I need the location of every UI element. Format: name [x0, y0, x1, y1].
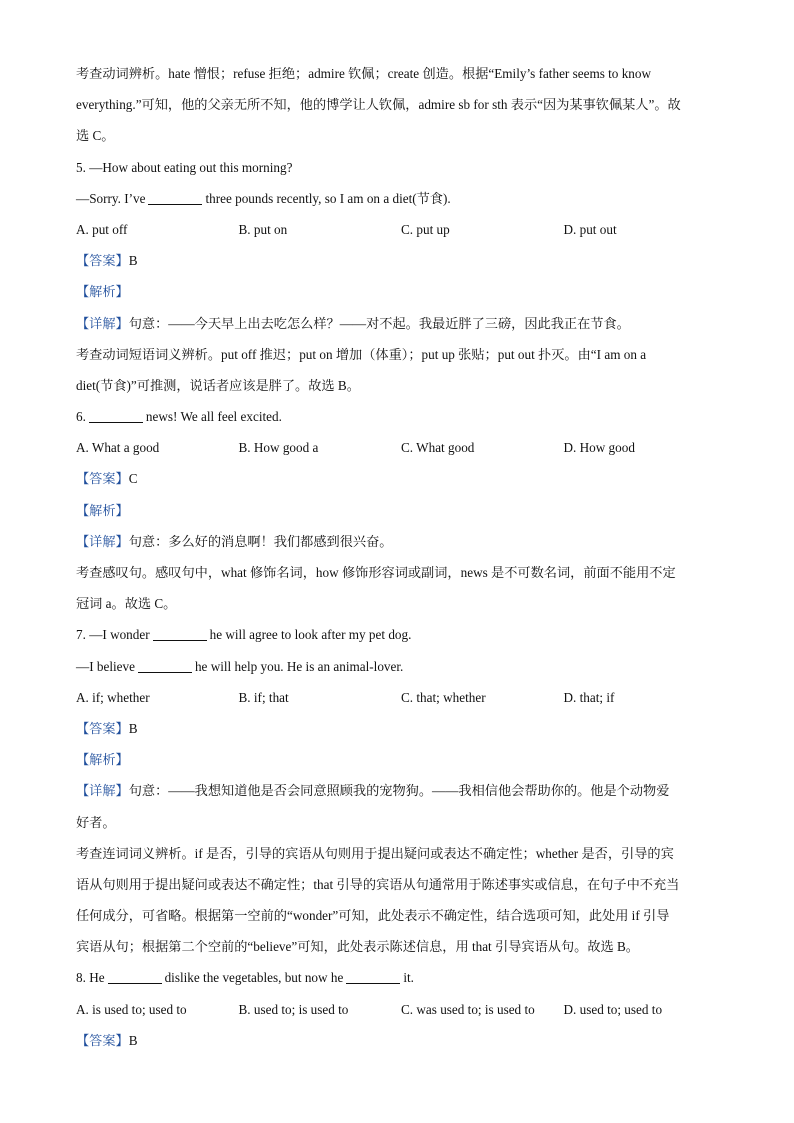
text-span: it. — [403, 970, 414, 986]
section-tag: 【答案】 — [76, 253, 129, 269]
text-span: 好者。 — [76, 814, 116, 830]
text-span: 考查动词短语词义辨析。put off 推迟；put on 增加（体重）；put up 张贴；put out 扑灭。由“I am on a — [76, 346, 647, 362]
option-text: D. How good — [563, 440, 635, 456]
answer-options — [76, 214, 726, 245]
section-tag: 【详解】 — [76, 315, 129, 331]
text-line — [76, 962, 726, 993]
text-span: B — [128, 1032, 138, 1048]
fill-in-blank — [89, 408, 143, 423]
text-span: 宾语从句；根据第二个空前的“believe”可知，此处表示陈述信息，用 that 引导宾语从句。故选 B。 — [76, 939, 639, 955]
option-text: D. used to; used to — [563, 1001, 663, 1017]
text-span: everything.”可知，他的父亲无所不知，他的博学让人钦佩，admire sb for sth 表示“因为某事钦佩某人”。故 — [76, 97, 681, 113]
text-span: diet(节食)”可推测，说话者应该是胖了。故选 B。 — [76, 377, 360, 393]
text-span: dislike the vegetables, but now he — [164, 970, 344, 986]
fill-in-blank — [108, 969, 162, 984]
text-span: 句意：多么好的消息啊！我们都感到很兴奋。 — [128, 533, 393, 549]
text-span: 选 C。 — [76, 128, 115, 144]
option-text: A. if; whether — [76, 689, 150, 705]
text-span: 考查连词词义辨析。if 是否，引导的宾语从句则用于提出疑问或表达不确定性；whether 是否，引导的宾 — [76, 845, 674, 861]
text-span: 7. —I wonder — [76, 627, 150, 643]
text-line — [76, 245, 726, 276]
section-tag: 【详解】 — [76, 783, 129, 799]
section-tag: 【答案】 — [76, 471, 129, 487]
text-line — [76, 775, 726, 806]
option-text: A. put off — [76, 221, 128, 237]
text-line — [76, 495, 726, 526]
text-line — [76, 931, 726, 962]
text-line — [76, 89, 726, 120]
text-line — [76, 58, 726, 89]
section-tag: 【详解】 — [76, 533, 129, 549]
text-line — [76, 807, 726, 838]
text-line — [76, 183, 726, 214]
text-span: news! We all feel excited. — [145, 409, 282, 425]
text-span: 语从句则用于提出疑问或表达不确定性；that 引导的宾语从句通常用于陈述事实或信息，在句子中不充当 — [76, 876, 680, 892]
fill-in-blank — [148, 190, 202, 205]
answer-options — [76, 994, 726, 1025]
text-span: 冠词 a。故选 C。 — [76, 596, 177, 612]
text-line — [76, 744, 726, 775]
section-tag: 【答案】 — [76, 1032, 129, 1048]
text-span: B — [128, 720, 138, 736]
document-page — [76, 58, 726, 1056]
text-line — [76, 713, 726, 744]
text-line — [76, 276, 726, 307]
text-span: 6. — [76, 409, 86, 425]
text-line — [76, 152, 726, 183]
text-span: three pounds recently, so I am on a diet(节食). — [205, 190, 451, 206]
option-text: D. that; if — [563, 689, 615, 705]
text-line — [76, 120, 726, 151]
text-line — [76, 370, 726, 401]
option-text: C. What good — [401, 440, 475, 456]
text-line — [76, 526, 726, 557]
section-tag: 【解析】 — [76, 752, 129, 768]
section-tag: 【答案】 — [76, 720, 129, 736]
text-line — [76, 838, 726, 869]
text-line — [76, 308, 726, 339]
option-text: A. What a good — [76, 440, 160, 456]
fill-in-blank — [346, 969, 400, 984]
text-span: he will help you. He is an animal-lover. — [194, 658, 404, 674]
answer-options — [76, 432, 726, 463]
option-text: B. put on — [238, 221, 288, 237]
text-line — [76, 1025, 726, 1056]
text-span: —Sorry. I’ve — [76, 190, 146, 206]
fill-in-blank — [138, 658, 192, 673]
text-span: B — [128, 253, 138, 269]
text-line — [76, 651, 726, 682]
option-text: C. put up — [401, 221, 450, 237]
text-span: 考查感叹句。感叹句中，what 修饰名词，how 修饰形容词或副词，news 是不可数名词，前面不能用不定 — [76, 565, 676, 580]
text-span: 5. —How about eating out this morning? — [76, 159, 293, 175]
text-line — [76, 339, 726, 370]
option-text: B. used to; is used to — [238, 1001, 349, 1017]
option-text: C. was used to; is used to — [401, 1001, 535, 1017]
text-line — [76, 619, 726, 650]
text-span: C — [128, 471, 138, 487]
text-span: 句意：——今天早上出去吃怎么样？——对不起。我最近胖了三磅，因此我正在节食。 — [128, 315, 630, 331]
text-span: 任何成分，可省略。根据第一空前的“wonder”可知，此处表示不确定性，结合选项可知，此处用 if 引导 — [76, 908, 670, 924]
text-line — [76, 869, 726, 900]
text-span: 句意：——我想知道他是否会同意照顾我的宠物狗。——我相信他会帮助你的。他是个动物爱 — [128, 783, 670, 799]
text-line — [76, 900, 726, 931]
option-text: A. is used to; used to — [76, 1001, 187, 1017]
option-text: D. put out — [563, 221, 617, 237]
option-text: B. How good a — [238, 440, 319, 456]
text-line — [76, 463, 726, 494]
section-tag: 【解析】 — [76, 284, 129, 300]
section-tag: 【解析】 — [76, 502, 129, 518]
option-text: B. if; that — [238, 689, 289, 705]
text-line — [76, 557, 726, 588]
option-text: C. that; whether — [401, 689, 486, 705]
text-span: he will agree to look after my pet dog. — [209, 627, 412, 643]
fill-in-blank — [153, 626, 207, 641]
answer-options — [76, 682, 726, 713]
text-span: 8. He — [76, 970, 105, 986]
text-span: —I believe — [76, 658, 135, 674]
text-line — [76, 588, 726, 619]
text-line — [76, 401, 726, 432]
text-span: 考查动词辨析。hate 憎恨；refuse 拒绝；admire 钦佩；create 创造。根据“Emily’s father seems to know — [76, 66, 651, 81]
